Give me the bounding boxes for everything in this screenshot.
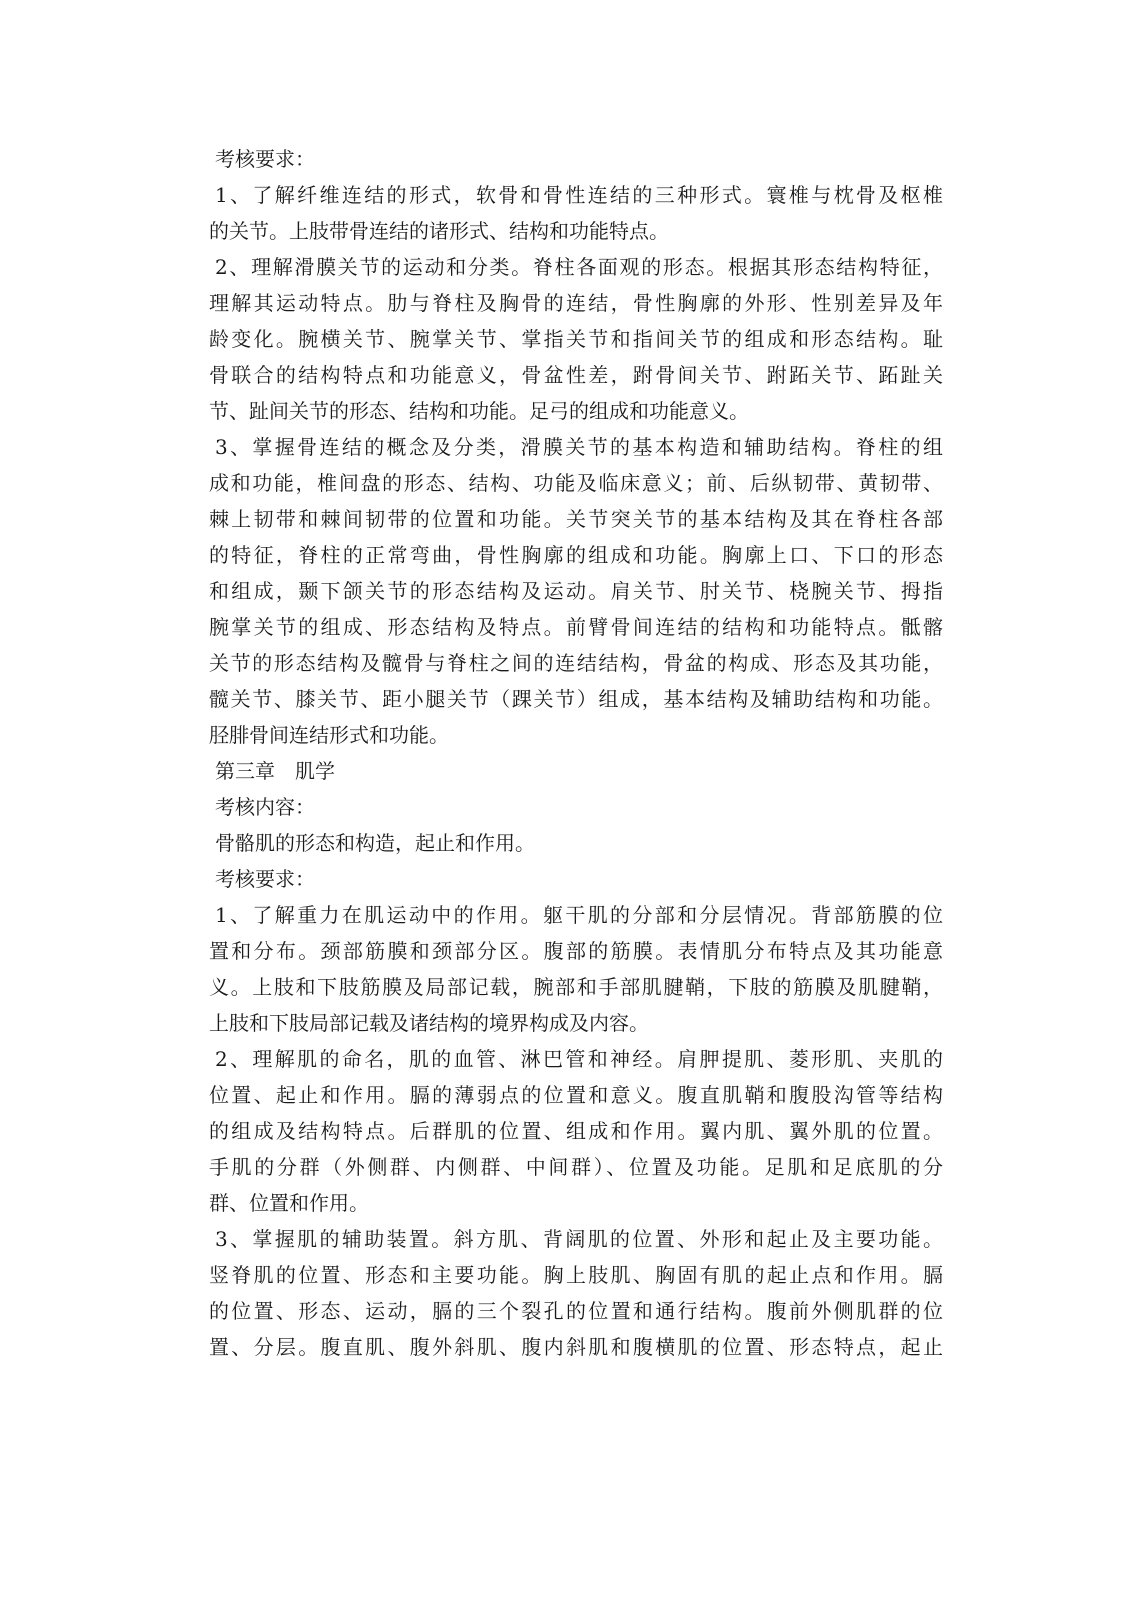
document-body	[209, 141, 943, 1365]
text-line: 置、分层。腹直肌、腹外斜肌、腹内斜肌和腹横肌的位置、形态特点，起止	[209, 1335, 943, 1359]
text-line: 胫腓骨间连结形式和功能。	[209, 723, 449, 747]
text-line: 2、理解肌的命名，肌的血管、淋巴管和神经。肩胛提肌、菱形肌、夹肌的	[215, 1047, 943, 1071]
text-line: 的组成及结构特点。后群肌的位置、组成和作用。翼内肌、翼外肌的位置。	[209, 1119, 943, 1143]
text-line: 龄变化。腕横关节、腕掌关节、掌指关节和指间关节的组成和形态结构。耻	[209, 327, 943, 351]
text-line: 竖脊肌的位置、形态和主要功能。胸上肢肌、胸固有肌的起止点和作用。膈	[209, 1263, 943, 1287]
text-line: 骨骼肌的形态和构造，起止和作用。	[215, 831, 535, 855]
text-line: 的特征，脊柱的正常弯曲，骨性胸廓的组成和功能。胸廓上口、下口的形态	[209, 543, 943, 567]
text-line: 1、了解重力在肌运动中的作用。躯干肌的分部和分层情况。背部筋膜的位	[215, 903, 943, 927]
text-line: 和组成，颞下颌关节的形态结构及运动。肩关节、肘关节、桡腕关节、拇指	[209, 579, 943, 603]
text-line: 群、位置和作用。	[209, 1191, 369, 1215]
text-line: 置和分布。颈部筋膜和颈部分区。腹部的筋膜。表情肌分布特点及其功能意	[209, 939, 943, 963]
text-line: 理解其运动特点。肋与脊柱及胸骨的连结，骨性胸廓的外形、性别差异及年	[209, 291, 943, 315]
text-line: 3、掌握肌的辅助装置。斜方肌、背阔肌的位置、外形和起止及主要功能。	[215, 1227, 943, 1251]
text-line: 考核要求：	[215, 867, 315, 891]
text-line: 的关节。上肢带骨连结的诸形式、结构和功能特点。	[209, 219, 669, 243]
text-line: 3、掌握骨连结的概念及分类，滑膜关节的基本构造和辅助结构。脊柱的组	[215, 435, 943, 459]
text-line: 义。上肢和下肢筋膜及局部记载，腕部和手部肌腱鞘，下肢的筋膜及肌腱鞘，	[209, 975, 943, 999]
text-line: 位置、起止和作用。膈的薄弱点的位置和意义。腹直肌鞘和腹股沟管等结构	[209, 1083, 943, 1107]
text-line: 1、了解纤维连结的形式，软骨和骨性连结的三种形式。寰椎与枕骨及枢椎	[215, 183, 943, 207]
text-line: 成和功能，椎间盘的形态、结构、功能及临床意义；前、后纵韧带、黄韧带、	[209, 471, 943, 495]
text-line: 的位置、形态、运动，膈的三个裂孔的位置和通行结构。腹前外侧肌群的位	[209, 1299, 943, 1323]
text-line: 节、趾间关节的形态、结构和功能。足弓的组成和功能意义。	[209, 399, 749, 423]
text-line: 考核要求：	[215, 147, 315, 171]
text-line: 手肌的分群（外侧群、内侧群、中间群）、位置及功能。足肌和足底肌的分	[209, 1155, 943, 1179]
text-line: 第三章 肌学	[215, 759, 335, 783]
text-line: 考核内容：	[215, 795, 315, 819]
text-line: 2、理解滑膜关节的运动和分类。脊柱各面观的形态。根据其形态结构特征，	[215, 255, 943, 279]
text-line: 上肢和下肢局部记载及诸结构的境界构成及内容。	[209, 1011, 649, 1035]
text-line: 骨联合的结构特点和功能意义，骨盆性差，跗骨间关节、跗跖关节、跖趾关	[209, 363, 943, 387]
text-line: 关节的形态结构及髋骨与脊柱之间的连结结构，骨盆的构成、形态及其功能，	[209, 651, 943, 675]
text-line: 棘上韧带和棘间韧带的位置和功能。关节突关节的基本结构及其在脊柱各部	[209, 507, 943, 531]
text-line: 腕掌关节的组成、形态结构及特点。前臂骨间连结的结构和功能特点。骶髂	[209, 615, 943, 639]
text-line: 髋关节、膝关节、距小腿关节（踝关节）组成，基本结构及辅助结构和功能。	[209, 687, 943, 711]
